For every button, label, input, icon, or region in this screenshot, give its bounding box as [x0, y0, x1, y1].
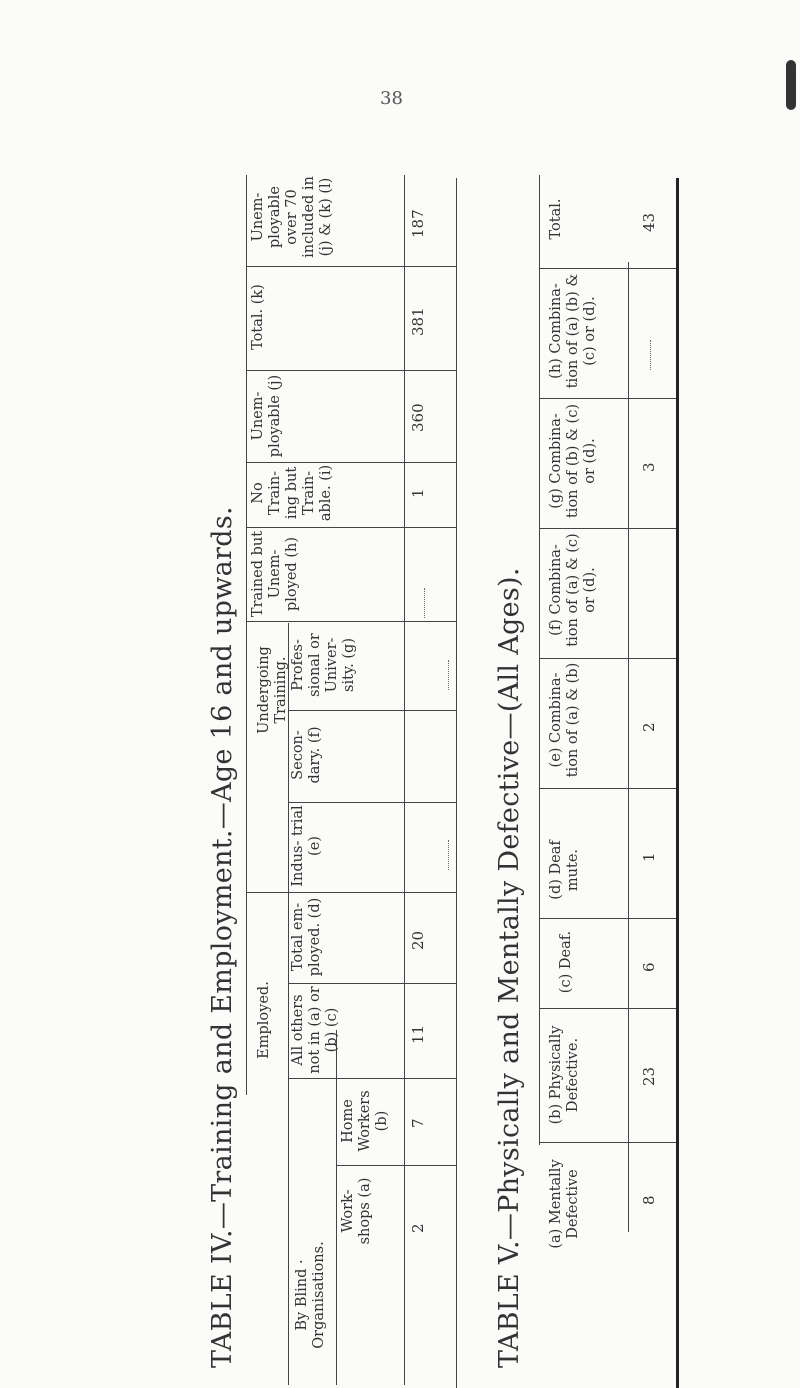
t5-value-combination-bcd: 3: [640, 462, 658, 472]
t5-value-mentally-defective: 8: [640, 1195, 658, 1205]
t5-header-combination-bcd: (g) Combina- tion of (b) & (c) or (d).: [548, 404, 598, 519]
t5-header-deaf: (c) Deaf.: [558, 930, 574, 994]
t5-header-physically-defective: (b) Physically Defective.: [548, 1025, 581, 1125]
t4-value-unemployable-over-70: 187: [409, 209, 427, 238]
t4-header-unemployable: Unem- ployable (j): [250, 374, 283, 458]
t5-header-deaf-mute: (d) Deaf mute.: [548, 840, 581, 900]
t4-value-total-employed: 20: [409, 930, 427, 950]
group-blind-organisations: By Blind · Organisations.: [294, 1241, 327, 1349]
page-number: 38: [380, 88, 403, 109]
t4-header-home-workers: Home Workers (b): [340, 1090, 390, 1152]
group-undergoing-training: Undergoing Training.: [256, 646, 289, 734]
t4-header-industrial: Indus- trial (e): [290, 805, 323, 887]
t5-header-mentally-defective: (a) Mentally Defective: [548, 1159, 581, 1249]
t5-value-combination-ab: 2: [640, 722, 658, 732]
t4-header-workshops: Work- shops (a): [340, 1177, 373, 1245]
t4-value-home-workers: 7: [409, 1118, 427, 1128]
t4-header-trained-unemployed: Trained but Unem- ployed (h): [250, 530, 300, 618]
table-iv-title: TABLE IV.—Training and Employment.—Age 16 and upwards.: [207, 506, 238, 1368]
t4-header-total-employed: Total em- ployed. (d): [290, 897, 323, 977]
t4-value-unemployable: 360: [409, 403, 427, 432]
t5-value-deaf: 6: [640, 962, 658, 972]
t5-header-combination-acd: (f) Combina- tion of (a) & (c) or (d).: [548, 533, 598, 647]
t4-header-total: Total. (k): [250, 284, 266, 350]
t4-value-all-others: 11: [409, 1024, 427, 1044]
t4-value-total: 381: [409, 307, 427, 336]
edge-mark: [786, 60, 796, 110]
t5-header-combination-abcd: (h) Combina- tion of (a) (b) & (c) or (d).: [548, 273, 598, 389]
t5-value-deaf-mute: 1: [640, 852, 658, 862]
t5-value-total: 43: [640, 212, 658, 232]
group-employed: Employed.: [256, 981, 272, 1059]
t4-value-no-training: 1: [409, 488, 427, 498]
t4-header-secondary: Secon- dary. (f): [290, 726, 323, 784]
t5-header-combination-ab: (e) Combina- tion of (a) & (b): [548, 662, 581, 778]
t5-value-physically-defective: 23: [640, 1066, 658, 1086]
table-v-title: TABLE V.—Physically and Mentally Defective—(All Ages).: [494, 567, 525, 1368]
t4-value-workshops: 2: [409, 1223, 427, 1233]
t4-header-no-training: No Train- ing but Train- able. (i): [250, 464, 334, 522]
t4-header-unemployable-over-70: Unem- ployable over 70 included in (j) & (k) (l): [250, 176, 334, 258]
t5-header-total: Total.: [548, 198, 564, 240]
t4-header-all-others: All others not in (a) or (b) (c): [290, 986, 340, 1074]
t4-header-professional: Profes- sional or Univer- sity. (g): [290, 633, 357, 697]
